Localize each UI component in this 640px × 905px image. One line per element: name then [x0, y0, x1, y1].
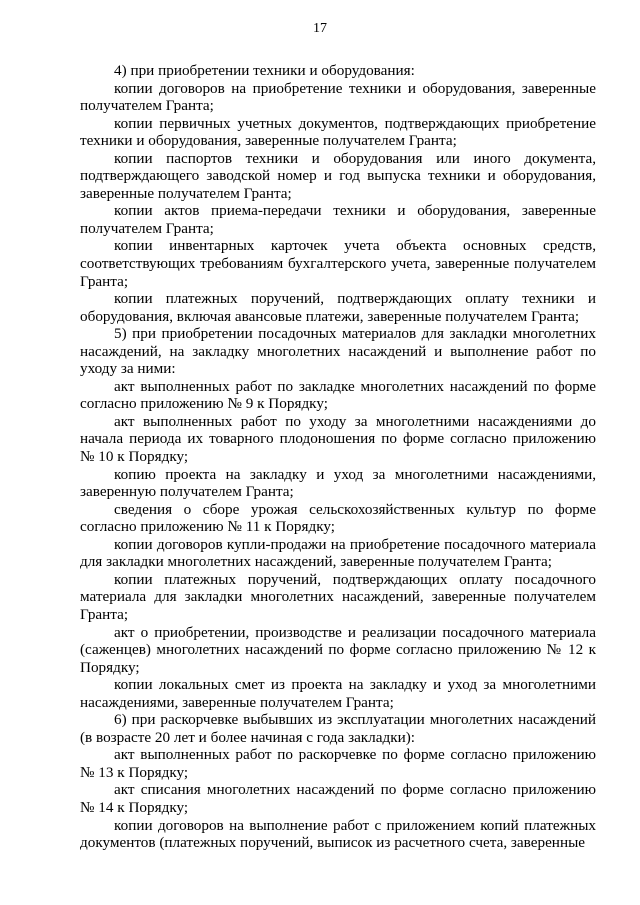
paragraph: копии паспортов техники и оборудования или иного документа, подтверждающего заводской номер и год выпуска техники и оборудования, заверенные получателем Гранта; [80, 149, 596, 202]
paragraph: копии актов приема-передачи техники и оборудования, заверенные получателем Гранта; [80, 202, 596, 237]
paragraph: копии договоров купли-продажи на приобретение посадочного материала для закладки многолетних насаждений, заверенные получателем Гранта; [80, 535, 596, 571]
paragraph: копию проекта на закладку и уход за многолетними насаждениями, заверенную получателем Гранта; [80, 465, 596, 501]
paragraph: акт выполненных работ по закладке многолетних насаждений по форме согласно приложению № 9 к Порядку; [80, 377, 596, 413]
paragraph: копии инвентарных карточек учета объекта основных средств, соответствующих требованиям бухгалтерского учета, заверенные получателем Гранта; [80, 237, 596, 290]
paragraph: акт о приобретении, производстве и реализации посадочного материала (саженцев) многолетних насаждений по форме согласно приложению № 12 к Порядку; [80, 623, 596, 676]
paragraph: 4) при приобретении техники и оборудования: [114, 62, 415, 79]
paragraph: копии первичных учетных документов, подтверждающих приобретение техники и оборудования, заверенные получателем Гранта; [80, 114, 596, 150]
paragraph: копии платежных поручений, подтверждающих оплату техники и оборудования, включая авансовые платежи, заверенные получателем Гранта; [80, 290, 596, 325]
paragraph: 6) при раскорчевке выбывших из эксплуатации многолетних насаждений (в возрасте 20 лет и более начиная с года закладки): [80, 711, 596, 746]
paragraph: копии платежных поручений, подтверждающих оплату посадочного материала для закладки многолетних насаждений, заверенные получателем Гранта; [80, 570, 596, 623]
paragraph: копии локальных смет из проекта на закладку и уход за многолетними насаждениями, заверенные получателем Гранта; [80, 676, 596, 711]
document-body [80, 62, 596, 852]
paragraph: акт выполненных работ по уходу за многолетними насаждениями до начала периода их товарного плодоношения по форме согласно приложению № 10 к Порядку; [80, 412, 596, 466]
paragraph: акт выполненных работ по раскорчевке по форме согласно приложению № 13 к Порядку; [80, 746, 596, 781]
paragraph: 5) при приобретении посадочных материалов для закладки многолетних насаждений, на закладку многолетних насаждений и выполнение работ по уходу за ними: [80, 325, 596, 378]
paragraph: копии договоров на приобретение техники и оборудования, заверенные получателем Гранта; [80, 79, 596, 115]
paragraph: акт списания многолетних насаждений по форме согласно приложению № 14 к Порядку; [80, 781, 596, 816]
paragraph: сведения о сборе урожая сельскохозяйственных культур по форме согласно приложению № 11 к Порядку; [80, 500, 596, 536]
page-number: 17 [313, 21, 327, 36]
paragraph: копии договоров на выполнение работ с приложением копий платежных документов (платежных поручений, выписок из расчетного счета, заверенные [80, 816, 596, 852]
